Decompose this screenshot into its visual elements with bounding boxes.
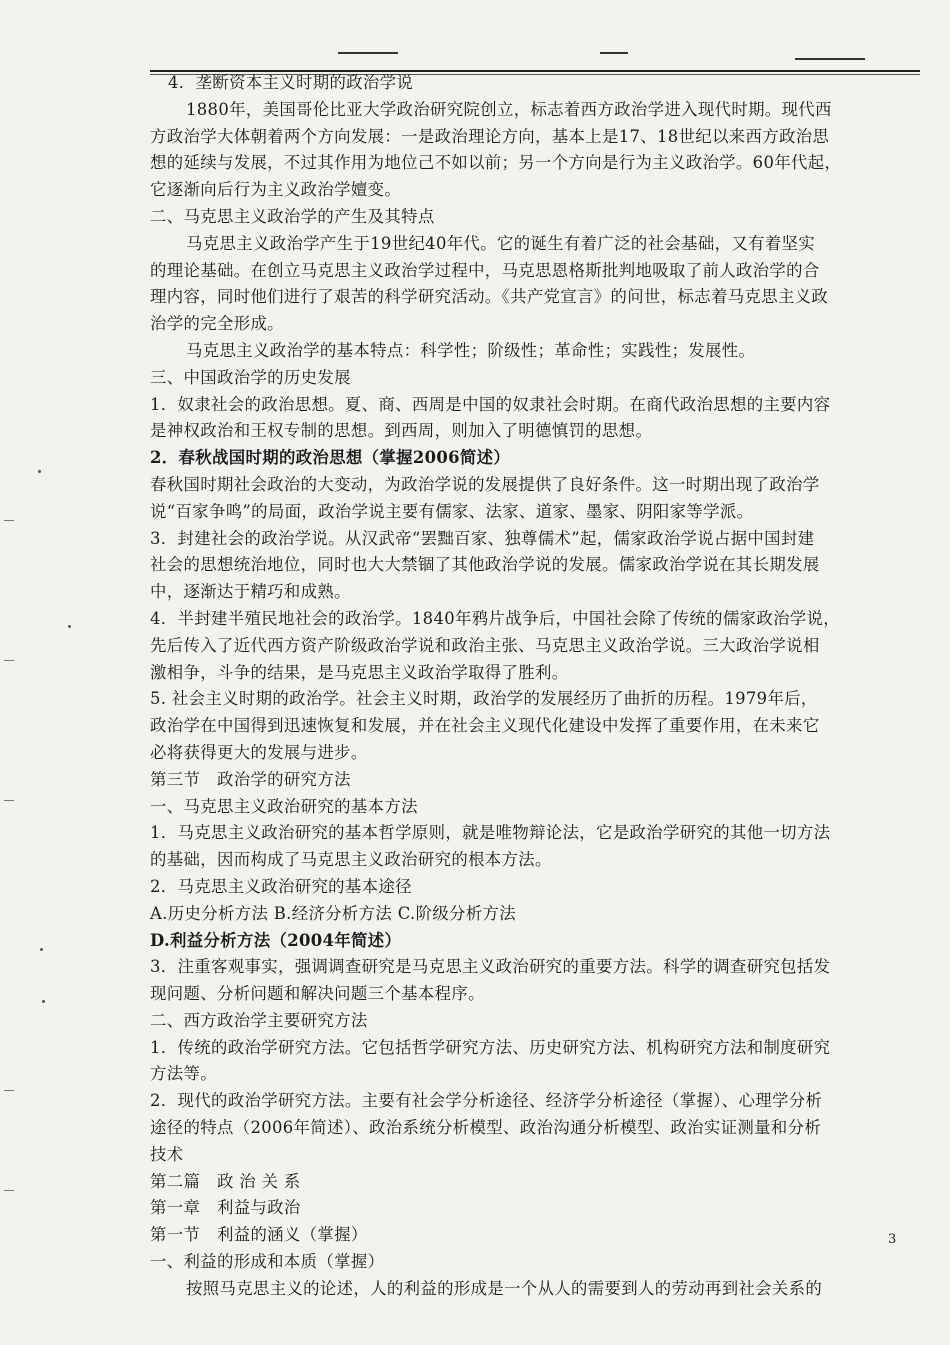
paragraph-line: A.历史分析方法 B.经济分析方法 C.阶级分析方法 (150, 903, 517, 923)
margin-speck (68, 625, 71, 628)
paragraph-line: 途径的特点（2006年简述）、政治系统分析模型、政治沟通分析模型、政治实证测量和分析 (150, 1118, 822, 1138)
paragraph-line: 3．封建社会的政治学说。从汉武帝“罢黜百家、独尊儒术”起，儒家政治学说占据中国封建 (150, 528, 815, 548)
paragraph-line: 按照马克思主义的论述，人的利益的形成是一个从人的需要到人的劳动再到社会关系的 (186, 1278, 823, 1298)
margin-tick (4, 800, 14, 801)
margin-speck (42, 1000, 45, 1003)
margin-speck (40, 948, 43, 951)
paragraph-line: 是神权政治和王权专制的思想。到西周，则加入了明德慎罚的思想。 (150, 421, 653, 441)
paragraph-line: 技术 (150, 1144, 184, 1164)
paragraph-line: 1．奴隶社会的政治思想。夏、商、西周是中国的奴隶社会时期。在商代政治思想的主要内容 (150, 394, 831, 414)
margin-tick (4, 520, 14, 521)
section-title: 第三节 政治学的研究方法 (150, 769, 351, 789)
paragraph-line: 2．现代的政治学研究方法。主要有社会学分析途径、经济学分析途径（掌握）、心理学分析 (150, 1091, 823, 1111)
paragraph-line: 先后传入了近代西方资产阶级政治学说和政治主张、马克思主义政治学说。三大政治学说相 (150, 635, 820, 655)
paragraph-line: 的理论基础。在创立马克思主义政治学过程中，马克思恩格斯批判地吸取了前人政治学的合 (150, 260, 820, 280)
paragraph-line: 方法等。 (150, 1064, 217, 1084)
header-smudge (338, 52, 398, 54)
paragraph-line: 1．传统的政治学研究方法。它包括哲学研究方法、历史研究方法、机构研究方法和制度研究 (150, 1037, 831, 1057)
paragraph-line: 政治学在中国得到迅速恢复和发展，并在社会主义现代化建设中发挥了重要作用，在未来它 (150, 716, 820, 736)
section-heading: 一、利益的形成和本质（掌握） (150, 1252, 385, 1272)
section-title: 第一节 利益的涵义（掌握） (150, 1225, 368, 1245)
page-body (150, 70, 925, 1303)
paragraph-line: 现问题、分析问题和解决问题三个基本程序。 (150, 984, 485, 1004)
section-heading: 三、中国政治学的历史发展 (150, 367, 351, 387)
paragraph-line: 中，逐渐达于精巧和成熟。 (150, 582, 351, 602)
paragraph-line: 必将获得更大的发展与进步。 (150, 742, 368, 762)
paragraph-line: 4．半封建半殖民地社会的政治学。1840年鸦片战争后，中国社会除了传统的儒家政治学说， (150, 608, 841, 628)
paragraph-line: 激相争，斗争的结果，是马克思主义政治学取得了胜利。 (150, 662, 569, 682)
paragraph-line: 1880年，美国哥伦比亚大学政治研究院创立，标志着西方政治学进入现代时期。现代西 (186, 99, 832, 119)
chapter-title: 第一章 利益与政治 (150, 1198, 301, 1218)
paragraph-line: 的基础，因而构成了马克思主义政治研究的根本方法。 (150, 850, 552, 870)
paragraph-line: 1．马克思主义政治研究的基本哲学原则，就是唯物辩论法，它是政治学研究的其他一切方法 (150, 823, 831, 843)
paragraph-line: 治学的完全形成。 (150, 314, 284, 334)
page-number: 3 (888, 1232, 897, 1247)
margin-tick (4, 1190, 14, 1191)
bold-heading: 2．春秋战国时期的政治思想（掌握2006简述） (150, 448, 511, 468)
paragraph-line: 2．马克思主义政治研究的基本途径 (150, 876, 412, 896)
subsection-heading: 4．垄断资本主义时期的政治学说 (168, 73, 414, 92)
paragraph-line: 想的延续与发展，不过其作用为地位己不如以前；另一个方向是行为主义政治学。60年代起， (150, 153, 842, 173)
section-heading: 一、马克思主义政治研究的基本方法 (150, 796, 418, 816)
margin-tick (4, 1090, 14, 1091)
header-smudge (795, 58, 865, 60)
section-heading: 二、马克思主义政治学的产生及其特点 (150, 206, 435, 226)
part-title: 第二篇 政 治 关 系 (150, 1171, 301, 1191)
margin-speck (38, 470, 41, 473)
bold-heading: D.利益分析方法（2004年简述） (150, 930, 402, 950)
paragraph-line: 说“百家争鸣”的局面，政治学说主要有儒家、法家、道家、墨家、阴阳家等学派。 (150, 501, 754, 521)
header-smudge (600, 52, 628, 54)
margin-tick (4, 660, 14, 661)
paragraph-line: 春秋国时期社会政治的大变动，为政治学说的发展提供了良好条件。这一时期出现了政治学 (150, 474, 820, 494)
paragraph-line: 社会的思想统治地位，同时也大大禁锢了其他政治学说的发展。儒家政治学说在其长期发展 (150, 555, 820, 575)
paragraph-line: 它逐渐向后行为主义政治学嬗变。 (150, 180, 402, 200)
paragraph-line: 5. 社会主义时期的政治学。社会主义时期，政治学的发展经历了曲折的历程。1979年后， (150, 689, 818, 709)
paragraph-line: 理内容，同时他们进行了艰苦的科学研究活动。《共产党宣言》的问世，标志着马克思主义政 (150, 287, 829, 307)
paragraph-line: 方政治学大体朝着两个方向发展：一是政治理论方向，基本上是17、18世纪以来西方政治思 (150, 126, 830, 146)
section-heading: 二、西方政治学主要研究方法 (150, 1010, 368, 1030)
paragraph-line: 马克思主义政治学的基本特点：科学性；阶级性；革命性；实践性；发展性。 (186, 340, 756, 360)
paragraph-line: 马克思主义政治学产生于19世纪40年代。它的诞生有着广泛的社会基础，又有着坚实 (186, 233, 816, 253)
paragraph-line: 3．注重客观事实，强调调查研究是马克思主义政治研究的重要方法。科学的调查研究包括发 (150, 957, 831, 977)
